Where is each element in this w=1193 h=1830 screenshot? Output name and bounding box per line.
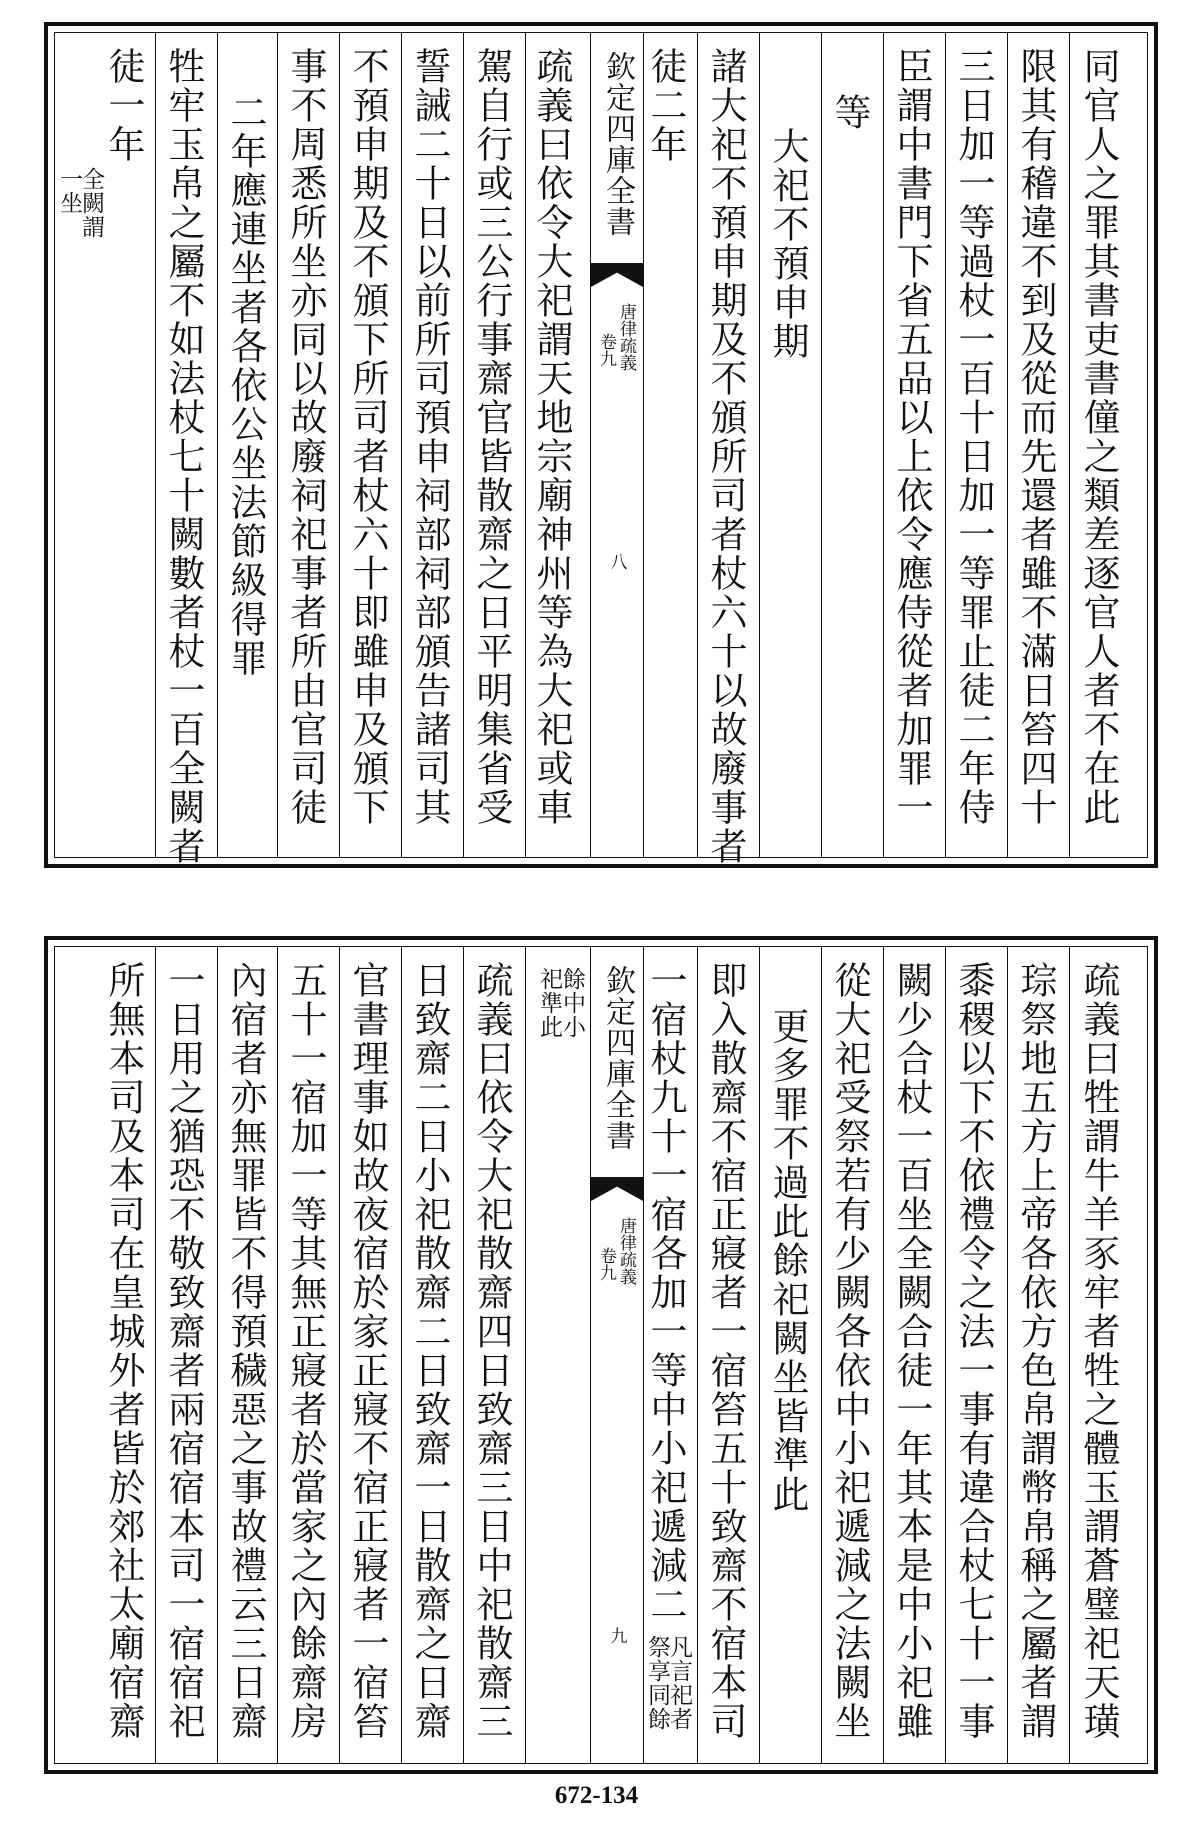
column-rule (821, 947, 822, 1763)
text-column: 駕自行或三公行事齋官皆散齋之日平明集省受 (470, 47, 513, 827)
text-column: 牲牢玉帛之屬不如法杖七十闕數者杖一百全闕者 (162, 47, 205, 866)
text-column: 徒二年 (644, 47, 687, 164)
column-rule (759, 33, 760, 857)
top-page-frame (44, 22, 1158, 868)
bottom-page-inner-frame (54, 946, 1148, 1764)
column-rule (697, 947, 698, 1763)
text-column: 黍稷以下不依禮令之法一事有違合杖七十一事 (952, 961, 995, 1741)
column-rule (401, 33, 402, 857)
column-rule (759, 947, 760, 1763)
annotation-note: 祀準此 (536, 967, 562, 1039)
center-banner (590, 947, 644, 1763)
bottom-page-frame (44, 936, 1158, 1774)
text-column: 不預申期及不頒下所司者杖六十即雖申及頒下 (346, 47, 389, 827)
text-column: 事不周悉所坐亦同以故廢祠祀事者所由官司徒 (284, 47, 327, 827)
column-rule (401, 947, 402, 1763)
fish-tail-icon (591, 1177, 643, 1201)
text-column: 即入散齋不宿正寢者一宿笞五十致齋不宿本司 (704, 961, 747, 1741)
banner-title: 欽定四庫全書 (600, 51, 635, 237)
column-rule (883, 947, 884, 1763)
text-column: 所無本司及本司在皇城外者皆於郊社太廟宿齋 (102, 961, 145, 1741)
column-rule (277, 33, 278, 857)
text-column: 從大祀受祭若有少闕各依中小祀遞減之法闕坐 (828, 961, 871, 1741)
banner-page-number: 八 (606, 553, 627, 570)
column-rule (339, 33, 340, 857)
text-column: 三日加一等過杖一百十日加一等罪止徒二年侍 (952, 47, 995, 827)
text-column: 二年應連坐者各依公坐法節級得罪 (224, 93, 267, 678)
annotation-note: 餘中小 (559, 967, 585, 1039)
text-column: 同官人之罪其書吏書僮之類差逐官人者不在此 (1077, 47, 1120, 827)
column-rule (463, 33, 464, 857)
fish-tail-icon (591, 263, 643, 287)
column-rule (155, 947, 156, 1763)
text-column: 徒一年 (102, 47, 145, 164)
text-column: 官書理事如故夜宿於家正寢不宿正寢者一宿笞 (346, 961, 389, 1741)
text-column: 疏義曰牲謂牛羊豕牢者牲之體玉謂蒼璧祀天璜 (1077, 961, 1120, 1741)
column-rule (945, 33, 946, 857)
center-banner (590, 33, 644, 857)
column-rule (1007, 33, 1008, 857)
banner-book-title: 唐律疏義 (616, 1217, 636, 1285)
column-rule (697, 33, 698, 857)
text-column: 日致齋二日小祀散齋二日致齋一日散齋之日齋 (408, 961, 451, 1741)
column-rule (217, 947, 218, 1763)
banner-title: 欽定四庫全書 (600, 965, 635, 1151)
section-heading: 大祀不預申期 (766, 127, 809, 361)
column-rule (945, 947, 946, 1763)
text-column: 更多罪不過此餘祀闕坐皆準此 (766, 1007, 809, 1514)
text-column: 琮祭地五方上帝各依方色帛謂幣帛稱之屬者謂 (1014, 961, 1057, 1741)
column-rule (217, 33, 218, 857)
text-column: 諸大祀不預申期及不頒所司者杖六十以故廢事者 (704, 47, 747, 866)
column-rule (155, 33, 156, 857)
column-rule (883, 33, 884, 857)
text-column: 臣謂中書門下省五品以上依令應侍從者加罪一 (890, 47, 933, 827)
text-column: 疏義曰依令大祀散齋四日致齋三日中祀散齋三 (470, 961, 513, 1741)
text-column: 闕少合杖一百坐全闕合徒一年其本是中小祀雖 (890, 961, 933, 1741)
text-column: 疏義曰依令大祀謂天地宗廟神州等為大祀或車 (530, 47, 573, 827)
text-column: 一日用之猶恐不敬致齋者兩宿宿本司一宿宿祀 (162, 961, 205, 1741)
text-column: 五十一宿加一等其無正寢者於當家之內餘齋房 (284, 961, 327, 1741)
banner-juan: 卷九 (596, 333, 616, 367)
column-rule (277, 947, 278, 1763)
annotation-note: 祭享同餘 (644, 1635, 670, 1731)
banner-juan: 卷九 (596, 1247, 616, 1281)
banner-page-number: 九 (606, 1627, 627, 1644)
annotation-note: 全闕謂 (78, 167, 104, 239)
banner-book-title: 唐律疏義 (616, 303, 636, 371)
column-rule (525, 947, 526, 1763)
text-column: 等 (828, 93, 871, 132)
text-column: 限其有稽違不到及從而先還者雖不滿日笞四十 (1014, 47, 1057, 827)
annotation-note: 一坐 (56, 167, 82, 215)
column-rule (525, 33, 526, 857)
text-column: 內宿者亦無罪皆不得預穢惡之事故禮云三日齋 (224, 961, 267, 1741)
column-rule (1007, 947, 1008, 1763)
column-rule (1069, 33, 1070, 857)
text-column: 一宿杖九十一宿各加一等中小祀遞減二 (644, 961, 687, 1624)
folio-number: 672-134 (554, 1782, 639, 1809)
top-page-inner-frame (54, 32, 1148, 866)
text-column: 誓誡二十日以前所司預申祠部祠部頒告諸司其 (408, 47, 451, 827)
column-rule (821, 33, 822, 857)
column-rule (463, 947, 464, 1763)
annotation-note: 凡言祀者 (666, 1635, 692, 1731)
column-rule (1069, 947, 1070, 1763)
column-rule (339, 947, 340, 1763)
